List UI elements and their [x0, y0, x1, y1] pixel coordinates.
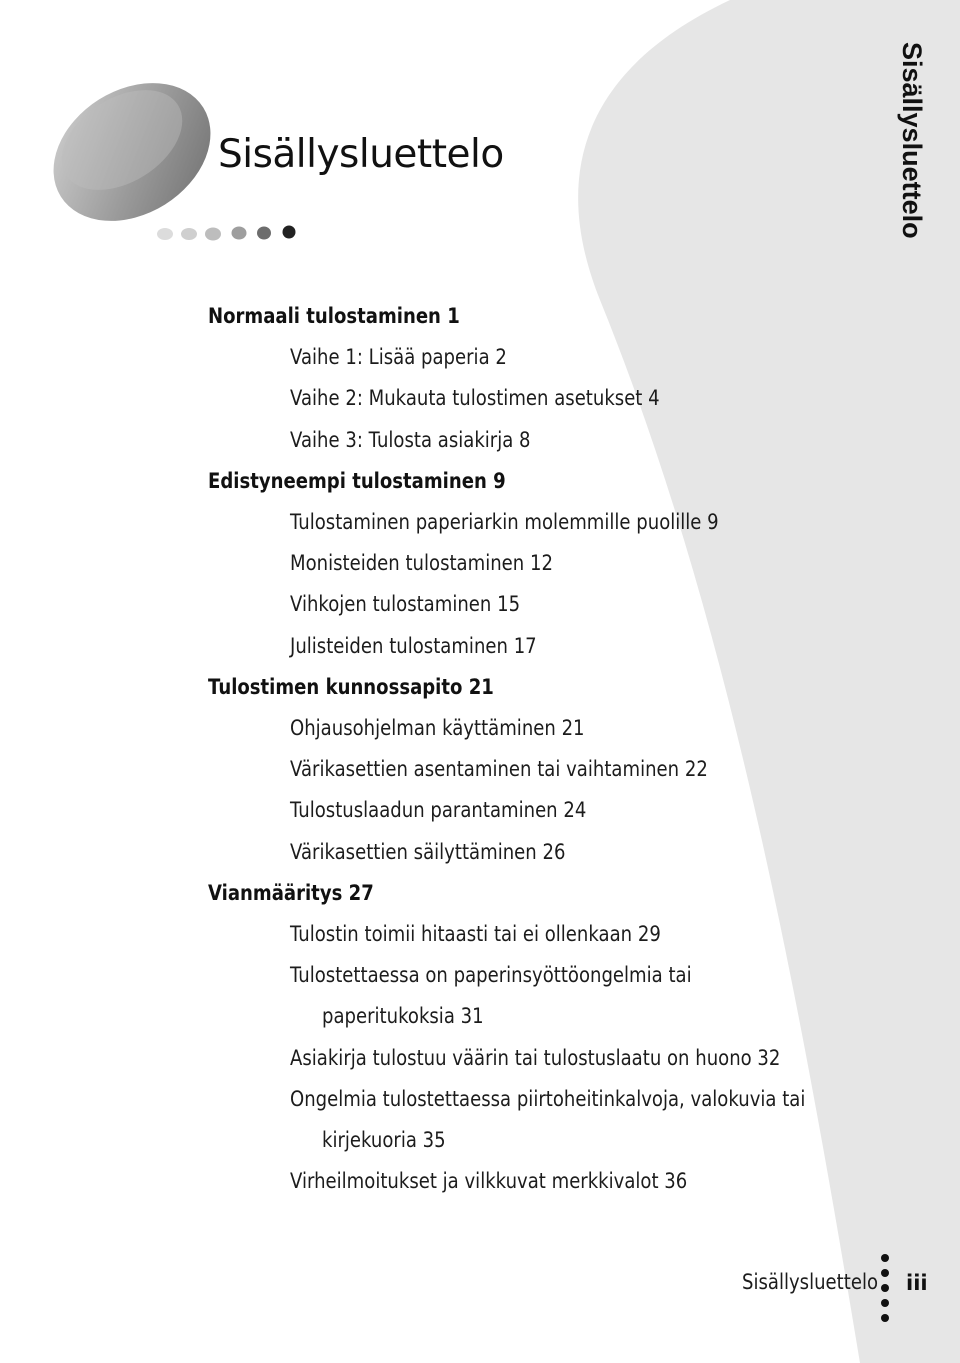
- toc-entry: Ongelmia tulostettaessa piirtoheitinkalvoja, valokuvia tai: [290, 1087, 806, 1111]
- toc-entry: Vihkojen tulostaminen 15: [290, 592, 521, 616]
- footer-section-name: Sisällysluettelo: [742, 1270, 879, 1294]
- toc-entry: Asiakirja tulostuu väärin tai tulostuslaatu on huono 32: [290, 1046, 781, 1070]
- toc-entry: Vaihe 2: Mukauta tulostimen asetukset 4: [290, 386, 660, 410]
- side-tab-title: Sisällysluettelo: [897, 42, 927, 239]
- toc-section-entry: Normaali tulostaminen 1: [208, 304, 460, 328]
- toc-entry: Tulostin toimii hitaasti tai ei ollenkaan 29: [290, 922, 661, 946]
- toc-section-entry: Vianmääritys 27: [208, 881, 374, 905]
- page-title: Sisällysluettelo: [218, 132, 504, 177]
- toc-entry: Ohjausohjelman käyttäminen 21: [290, 716, 585, 740]
- toc-section-entry: Edistyneempi tulostaminen 9: [208, 469, 506, 493]
- toc-entry: Tulostettaessa on paperinsyöttöongelmia tai: [290, 963, 692, 987]
- toc-entry: Värikasettien asentaminen tai vaihtaminen 22: [290, 757, 708, 781]
- toc-entry: Tulostuslaadun parantaminen 24: [290, 798, 587, 822]
- toc-section-entry: Tulostimen kunnossapito 21: [208, 675, 494, 699]
- toc-entry: Julisteiden tulostaminen 17: [290, 634, 537, 658]
- toc-entry: Monisteiden tulostaminen 12: [290, 551, 553, 575]
- toc-entry: paperitukoksia 31: [322, 1004, 484, 1028]
- decorative-dot-row: [157, 226, 296, 241]
- page-number: iii: [906, 1271, 928, 1295]
- toc-entry: Vaihe 1: Lisää paperia 2: [290, 345, 507, 369]
- toc-entry: Värikasettien säilyttäminen 26: [290, 840, 566, 864]
- toc-entry: Vaihe 3: Tulosta asiakirja 8: [290, 428, 531, 452]
- toc-entry: kirjekuoria 35: [322, 1128, 446, 1152]
- toc-entry: Tulostaminen paperiarkin molemmille puolille 9: [290, 510, 719, 534]
- toc-entry: Virheilmoitukset ja vilkkuvat merkkivalot 36: [290, 1169, 688, 1193]
